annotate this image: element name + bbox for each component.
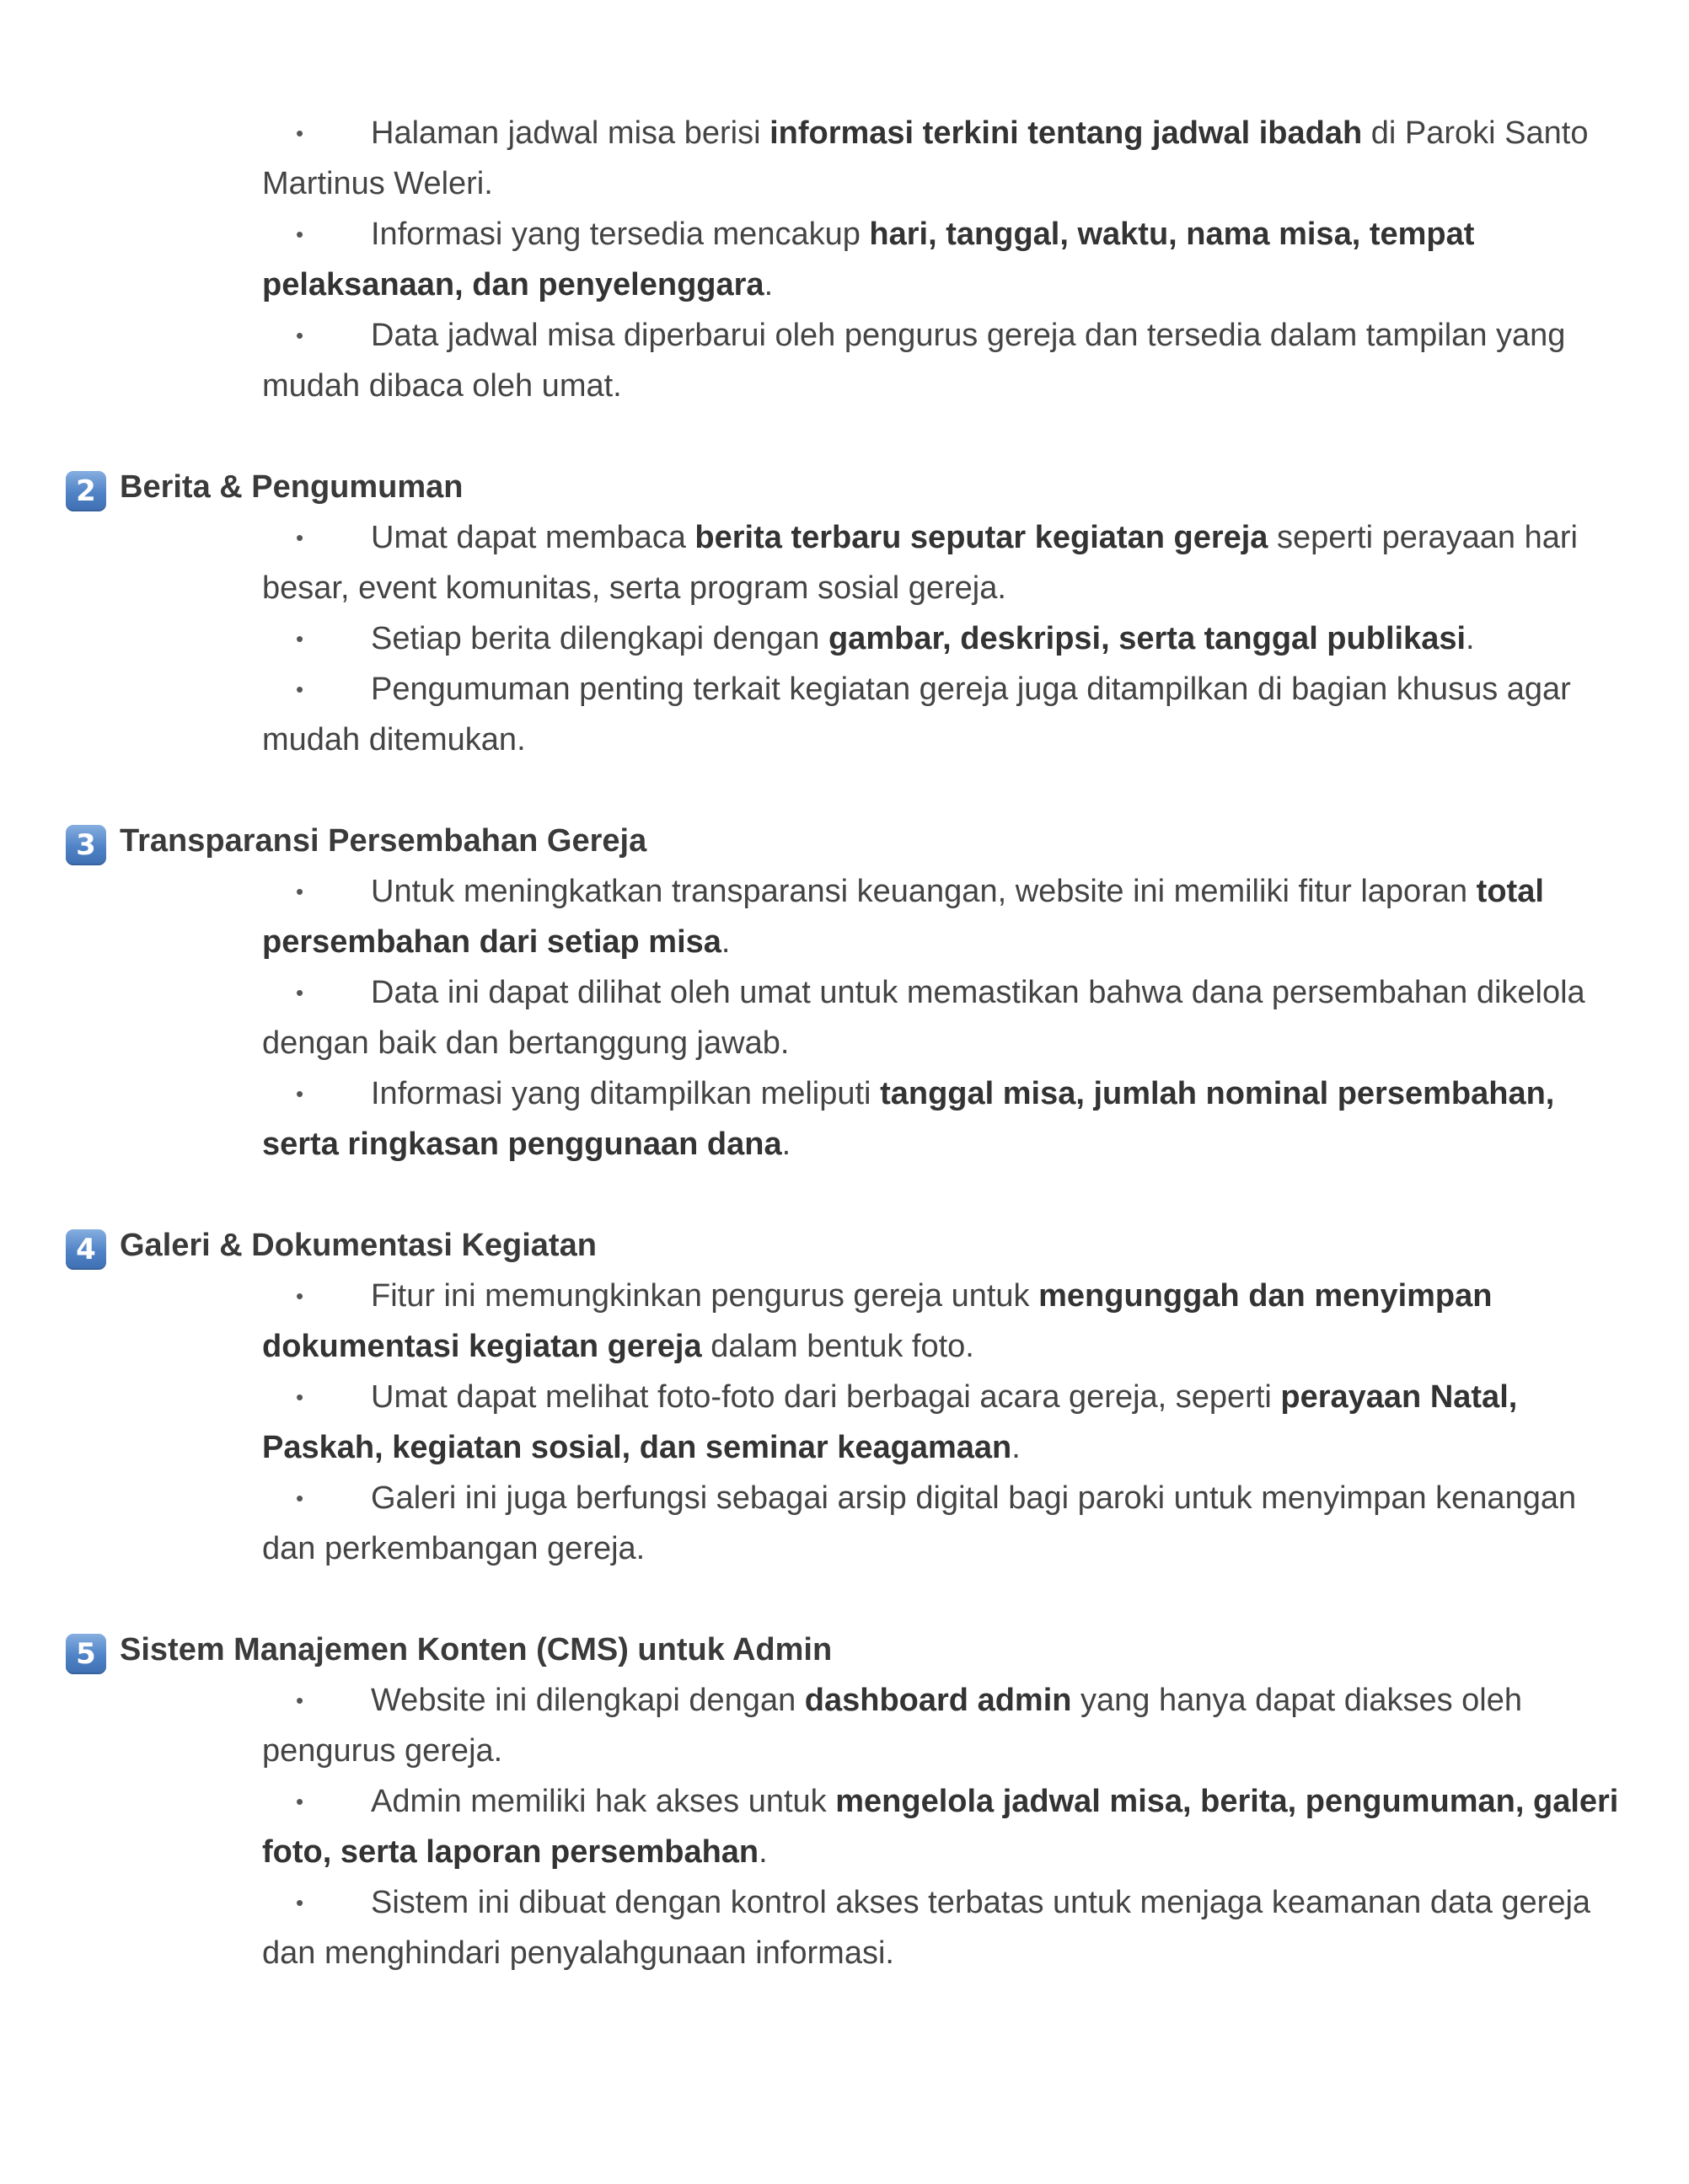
list-item: • Umat dapat membaca berita terbaru seputar kegiatan gereja seperti perayaan hari besar, event komunitas, serta program sosial gereja. — [262, 512, 1626, 613]
list-item: • Umat dapat melihat foto-foto dari berbagai acara gereja, seperti perayaan Natal, Paskah, kegiatan sosial, dan seminar keagamaan. — [262, 1372, 1626, 1473]
section-header — [0, 1220, 1689, 1271]
section-header — [0, 462, 1689, 512]
keycap-number-icon: 5 — [66, 1634, 106, 1674]
list-item: • Admin memiliki hak akses untuk mengelola jadwal misa, berita, pengumuman, galeri foto, serta laporan persembahan. — [262, 1776, 1626, 1877]
list-item: • Halaman jadwal misa berisi informasi terkini tentang jadwal ibadah di Paroki Santo Martinus Weleri. — [262, 108, 1626, 209]
list-item: • Data ini dapat dilihat oleh umat untuk memastikan bahwa dana persembahan dikelola dengan baik dan bertanggung jawab. — [262, 967, 1626, 1068]
keycap-number-icon: 4 — [66, 1229, 106, 1270]
list-item: • Sistem ini dibuat dengan kontrol akses terbatas untuk menjaga keamanan data gereja dan menghindari penyalahgunaan informasi. — [262, 1877, 1626, 1978]
section-berita-pengumuman — [0, 462, 1689, 765]
list-item: • Galeri ini juga berfungsi sebagai arsip digital bagi paroki untuk menyimpan kenangan dan perkembangan gereja. — [262, 1473, 1626, 1574]
list-item: • Website ini dilengkapi dengan dashboard admin yang hanya dapat diakses oleh pengurus gereja. — [262, 1675, 1626, 1776]
list-item: • Informasi yang ditampilkan meliputi tanggal misa, jumlah nominal persembahan, serta ringkasan penggunaan dana. — [262, 1068, 1626, 1170]
list-item: • Informasi yang tersedia mencakup hari, tanggal, waktu, nama misa, tempat pelaksanaan, dan penyelenggara. — [262, 209, 1626, 310]
list-item: • Pengumuman penting terkait kegiatan gereja juga ditampilkan di bagian khusus agar mudah ditemukan. — [262, 664, 1626, 765]
keycap-number-icon: 3 — [66, 825, 106, 865]
section-cms-admin — [0, 1625, 1689, 1978]
section-title: Galeri & Dokumentasi Kegiatan — [120, 1228, 597, 1263]
section-title: Berita & Pengumuman — [120, 469, 464, 505]
section-title: Transparansi Persembahan Gereja — [120, 823, 647, 859]
list-item: • Setiap berita dilengkapi dengan gambar, deskripsi, serta tanggal publikasi. — [262, 613, 1626, 664]
list-item: • Untuk meningkatkan transparansi keuangan, website ini memiliki fitur laporan total persembahan dari setiap misa. — [262, 866, 1626, 967]
intro-bullet-list — [0, 108, 1689, 411]
section-header — [0, 816, 1689, 866]
keycap-number-icon: 2 — [66, 471, 106, 511]
section-title: Sistem Manajemen Konten (CMS) untuk Admin — [120, 1632, 833, 1667]
list-item: • Fitur ini memungkinkan pengurus gereja untuk mengunggah dan menyimpan dokumentasi kegiatan gereja dalam bentuk foto. — [262, 1271, 1626, 1372]
list-item: • Data jadwal misa diperbarui oleh pengurus gereja dan tersedia dalam tampilan yang mudah dibaca oleh umat. — [262, 310, 1626, 411]
section-header — [0, 1625, 1689, 1675]
section-galeri-dokumentasi — [0, 1220, 1689, 1574]
section-transparansi-persembahan — [0, 816, 1689, 1170]
